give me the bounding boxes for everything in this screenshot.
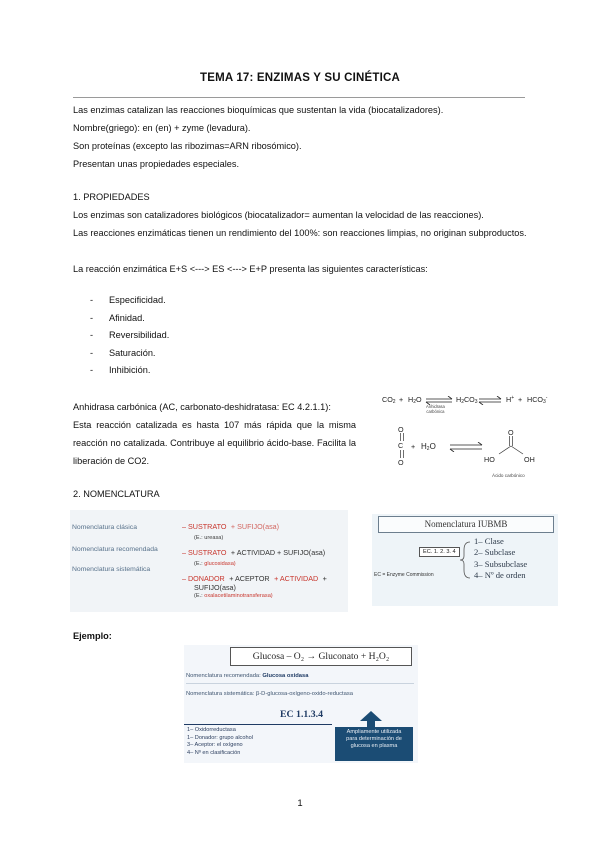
reaction-equation: [382, 395, 552, 419]
figure-caption: Ácido carbónico: [492, 473, 525, 478]
page-number: 1: [297, 798, 303, 809]
systematic-name-row: Nomenclatura sistemática: β-D-glucosa-oxígeno-oxido-reductasa: [186, 691, 354, 697]
iubmb-title: Nomenclatura IUBMB: [378, 516, 554, 533]
hydroxyl-label: HO: [484, 455, 495, 464]
list-item: - Especificidad.: [90, 292, 390, 310]
list-item: - Inhibición.: [90, 362, 390, 380]
list-item: - Afinidad.: [90, 310, 390, 328]
list-item: 4– Nº de orden: [474, 570, 526, 581]
co2-formula: $CO_2$: [382, 395, 396, 405]
atom-label: O: [508, 428, 514, 437]
carbonic-acid-formula: $H_2CO_3$: [456, 395, 478, 405]
list-item: 1– Clase: [474, 536, 504, 546]
intro-line: Presentan unas propiedades especiales.: [73, 159, 239, 169]
list-item: - Reversibilidad.: [90, 327, 390, 345]
properties-list: [90, 292, 390, 380]
h2o-formula: $H_2O$: [408, 395, 422, 405]
enzyme-label: Anhidrasa carbónica: [426, 404, 445, 414]
systematic-label: Nomenclatura sistemática: [72, 566, 151, 573]
list-item: 1– Donador: grupo alcohol: [187, 734, 253, 741]
list-item: - Saturación.: [90, 345, 390, 363]
intro-paragraph: [73, 101, 533, 173]
usage-callout: Ampliamente utilizada para determinación de glucosa en plasma: [335, 727, 413, 761]
list-item: 4– Nº en clasificación: [187, 749, 241, 756]
example-equation: Glucosa – O₂ → Gluconato + H₂O₂: [230, 647, 412, 666]
section-heading-properties: 1. PROPIEDADES: [73, 192, 150, 202]
list-item: 3– Aceptor: el oxígeno: [187, 742, 243, 749]
intro-line: Nombre(griego): en (en) + zyme (levadura).: [73, 123, 251, 133]
ec-number: EC 1.1.3.4: [280, 709, 324, 720]
intro-line: Son proteínas (excepto las ribozimas=ARN ribosómico).: [73, 141, 302, 151]
equilibrium-arrow-icon: [478, 396, 502, 405]
recommended-formula: – SUSTRATO + ACTIVIDAD + SUFIJO(asa) (E.: glucosidasa): [182, 548, 326, 567]
properties-paragraph-3: La reacción enzimática E+S <---> ES <---> E+P presenta las siguientes características:: [73, 264, 428, 274]
iubmb-figure: [372, 514, 558, 606]
list-item: 1– Oxidorreductasa: [187, 727, 236, 733]
water-formula: $H_2O$: [421, 442, 436, 452]
page-title: TEMA 17: ENZIMAS Y SU CINÉTICA: [199, 72, 401, 84]
double-bond-icon: [398, 433, 406, 441]
anhydrase-text: Esta reacción catalizada es hasta 107 más rápida que la misma reacción no catalizada. Contribuye al equilibrio ácido-base. Facilita la liberación de CO2.: [73, 420, 356, 466]
atom-label: C: [398, 441, 404, 450]
nomenclature-types-figure: [70, 510, 348, 612]
example-heading: Ejemplo:: [73, 631, 112, 641]
list-item: 3– Subsubclase: [474, 558, 528, 569]
systematic-formula: – DONADOR + ACEPTOR + ACTIVIDAD + SUFIJO(asa) (E.: oxalacetilaminotransferasa): [182, 574, 327, 599]
atom-label: O: [398, 458, 404, 467]
recommended-label: Nomenclatura recomendada: [72, 546, 158, 553]
co2-structure: [390, 425, 560, 485]
double-bond-icon: [398, 450, 406, 458]
properties-paragraph-2: Las reacciones enzimáticas tienen un rendimiento del 100%: son reacciones limpias, no originan subproductos.: [73, 228, 527, 238]
example-figure: [184, 645, 418, 763]
bicarbonate-formula: $HCO_3^-$: [527, 395, 548, 405]
ec-note: EC = Enzyme Commission: [374, 572, 434, 578]
plus-sign: +: [411, 442, 416, 451]
proton-formula: H+: [506, 395, 515, 404]
brace-icon: [458, 540, 472, 580]
atom-label: O: [398, 425, 404, 434]
list-item: 2– Subclase: [474, 547, 516, 558]
arrow-up-icon: [360, 711, 382, 727]
classic-label: Nomenclatura clásica: [72, 524, 137, 531]
ec-code-box: EC. 1. 2. 3. 4: [419, 547, 460, 557]
ec-breakdown-list: [187, 727, 253, 757]
recommended-name-row: Nomenclatura recomendada: Glucosa oxidasa: [186, 669, 414, 684]
iubmb-list: [474, 536, 527, 582]
properties-paragraph-1: Los enzimas son catalizadores biológicos (biocatalizador= aumentan la velocidad de las reacciones).: [73, 210, 484, 220]
plus-sign: +: [399, 395, 404, 404]
anhydrase-title: Anhidrasa carbónica (AC, carbonato-deshidratasa: EC 4.2.1.1):: [73, 402, 331, 412]
plus-sign: +: [518, 395, 523, 404]
intro-line: Las enzimas catalizan las reacciones bioquímicas que sustentan la vida (biocatalizadores).: [73, 105, 444, 115]
title-divider: [73, 97, 525, 98]
section-heading-nomenclature: 2. NOMENCLATURA: [73, 489, 160, 499]
classic-formula: – SUSTRATO + SUFIJO(asa) (E.: ureasa): [182, 522, 280, 541]
equilibrium-arrow-icon: [449, 442, 483, 452]
divider: [184, 724, 332, 725]
hydroxyl-label: OH: [524, 455, 535, 464]
